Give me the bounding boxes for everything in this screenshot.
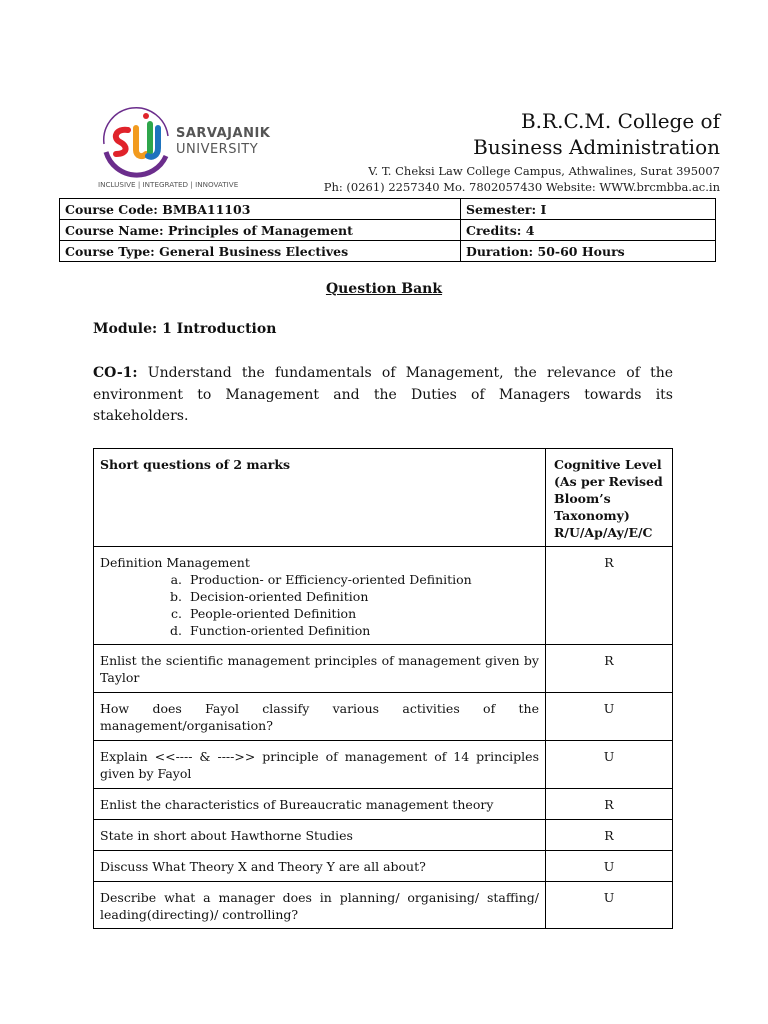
- course-code: Course Code: BMBA11103: [60, 199, 461, 220]
- question-cell: Definition Management a. Production- or Efficiency-oriented Definition b. Decision-oriented Definition c. People-oriented Definition d. Function-oriented Definition: [94, 547, 546, 645]
- duration: Duration: 50-60 Hours: [461, 241, 716, 262]
- page-title: Question Bank: [325, 281, 443, 297]
- level-cell: R: [546, 645, 673, 693]
- level-cell: R: [546, 547, 673, 645]
- table-row: [94, 645, 673, 693]
- level-cell: U: [546, 882, 673, 929]
- table-row: [94, 882, 673, 929]
- co-label: CO-1:: [93, 365, 138, 381]
- level-cell: U: [546, 741, 673, 789]
- question-cell: Enlist the characteristics of Bureaucratic management theory: [94, 789, 546, 820]
- header-cognitive-level: Cognitive Level (As per Revised Bloom’s Taxonomy) R/U/Ap/Ay/E/C: [546, 449, 673, 547]
- credits: Credits: 4: [461, 220, 716, 241]
- semester: Semester: I: [461, 199, 716, 220]
- university-name: SARVAJANIK UNIVERSITY: [176, 126, 271, 157]
- course-info-table: [59, 198, 716, 262]
- question-cell: Discuss What Theory X and Theory Y are all about?: [94, 851, 546, 882]
- course-name: Course Name: Principles of Management: [60, 220, 461, 241]
- college-contact: Ph: (0261) 2257340 Mo. 7802057430 Website: WWW.brcmbba.ac.in: [323, 180, 720, 194]
- course-type: Course Type: General Business Electives: [60, 241, 461, 262]
- table-row: [94, 820, 673, 851]
- table-row: [94, 851, 673, 882]
- university-emblem-icon: [98, 106, 178, 182]
- college-address: V. T. Cheksi Law College Campus, Athwalines, Surat 395007: [368, 164, 720, 178]
- level-cell: R: [546, 789, 673, 820]
- module-heading: Module: 1 Introduction: [93, 321, 277, 337]
- list-item: c. People-oriented Definition: [186, 605, 539, 622]
- course-outcome: [93, 363, 673, 428]
- college-name-line2: Business Administration: [473, 135, 720, 159]
- table-row: [94, 741, 673, 789]
- co-text: Understand the fundamentals of Management, the relevance of the environment to Management and the Duties of Managers towards its stakeholders.: [93, 365, 673, 424]
- university-logo: [98, 106, 288, 192]
- question-cell: State in short about Hawthorne Studies: [94, 820, 546, 851]
- question-cell: Explain <<---- & ---->> principle of management of 14 principles given by Fayol: [94, 741, 546, 789]
- list-item: a. Production- or Efficiency-oriented Definition: [186, 571, 539, 588]
- question-cell: Enlist the scientific management principles of management given by Taylor: [94, 645, 546, 693]
- level-cell: U: [546, 693, 673, 741]
- table-row: [94, 693, 673, 741]
- table-row: [94, 789, 673, 820]
- question-cell: How does Fayol classify various activities of the management/organisation?: [94, 693, 546, 741]
- college-name-line1: B.R.C.M. College of: [520, 109, 720, 133]
- question-table-header: [94, 449, 673, 547]
- college-header: [324, 108, 720, 195]
- question-table: [93, 448, 673, 929]
- list-item: d. Function-oriented Definition: [186, 622, 539, 639]
- table-row: [94, 547, 673, 645]
- question-cell: Describe what a manager does in planning/ organising/ staffing/ leading(directing)/ controlling?: [94, 882, 546, 929]
- header-question: Short questions of 2 marks: [94, 449, 546, 547]
- level-cell: U: [546, 851, 673, 882]
- level-cell: R: [546, 820, 673, 851]
- list-item: b. Decision-oriented Definition: [186, 588, 539, 605]
- definition-sub-list: [100, 571, 539, 639]
- university-tagline: INCLUSIVE | INTEGRATED | INNOVATIVE: [98, 180, 239, 189]
